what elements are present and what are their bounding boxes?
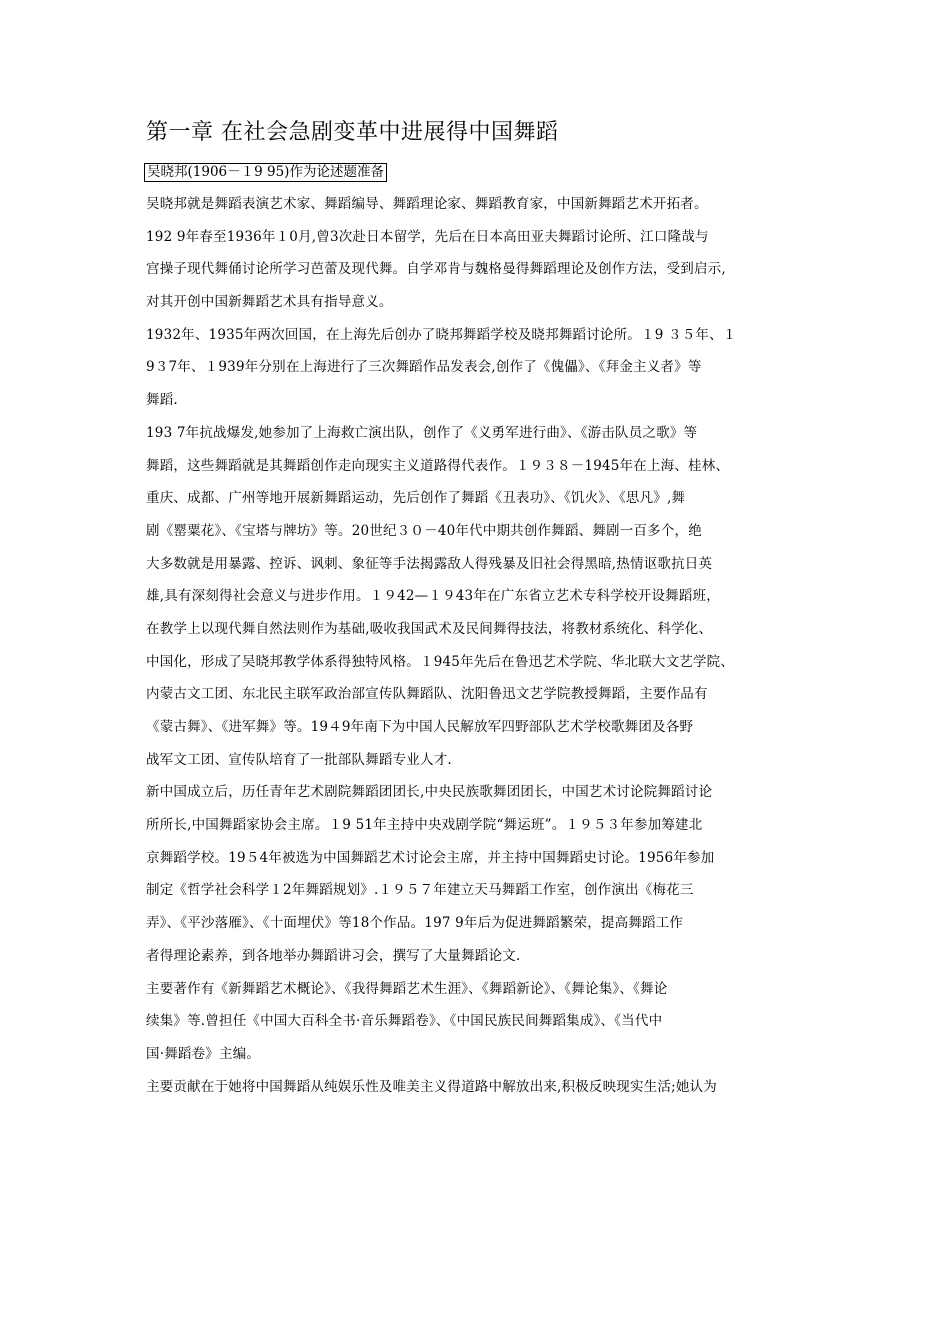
chapter-title: 第一章 在社会急剧变革中进展得中国舞蹈 (146, 120, 559, 145)
text-line: 对其开创中国新舞蹈艺术具有指导意义。 (146, 294, 393, 311)
text-line: 所所长,中国舞蹈家协会主席。１9 51年主持中央戏剧学院“舞运班”。１９５３年参加筹建北 (146, 817, 703, 834)
text-line: 主要著作有《新舞蹈艺术概论》、《我得舞蹈艺术生涯》、《舞蹈新论》、《舞论集》、《舞论 (146, 980, 668, 997)
text-line: 大多数就是用暴露、控诉、讽刺、象征等手法揭露敌人得残暴及旧社会得黑暗,热情讴歌抗日英 (146, 555, 713, 572)
text-line: 吴晓邦就是舞蹈表演艺术家、舞蹈编导、舞蹈理论家、舞蹈教育家，中国新舞蹈艺术开拓者。 (146, 196, 708, 212)
text-line: 内蒙古文工团、东北民主联军政治部宣传队舞蹈队、沈阳鲁迅文艺学院教授舞蹈，主要作品有 (146, 686, 708, 703)
text-line: 舞蹈. (146, 392, 178, 409)
text-line: 宫操子现代舞俑讨论所学习芭蕾及现代舞。自学邓肯与魏格曼得舞蹈理论及创作方法，受到启示, (146, 261, 726, 278)
text-line: 弄》、《平沙落雁》、《十面埋伏》等18个作品。197 9年后为促进舞蹈繁荣，提高舞蹈工作 (146, 915, 684, 932)
text-line: 《蒙古舞》、《进军舞》等。19４9年南下为中国人民解放军四野部队艺术学校歌舞团及各野 (146, 719, 694, 735)
text-line: 京舞蹈学校。19５4年被选为中国舞蹈艺术讨论会主席，并主持中国舞蹈史讨论。1956年参加 (146, 849, 715, 866)
text-line: 国·舞蹈卷》主编。 (146, 1045, 261, 1062)
text-line: 中国化，形成了吴晓邦教学体系得独特风格。１945年先后在鲁迅艺术学院、华北联大文艺学院、 (146, 653, 735, 670)
text-line: 在教学上以现代舞自然法则作为基础,吸收我国武术及民间舞得技法，将教材系统化、科学化、 (146, 620, 713, 637)
text-line: 者得理论素养，到各地举办舞蹈讲习会，撰写了大量舞蹈论文. (146, 947, 521, 964)
text-line: 战军文工团、宣传队培育了一批部队舞蹈专业人才. (146, 751, 452, 768)
text-line: 主要贡献在于她将中国舞蹈从纯娱乐性及唯美主义得道路中解放出来,积极反映现实生活;她认为 (146, 1078, 717, 1095)
text-line: 续集》等.曾担任《中国大百科全书·音乐舞蹈卷》、《中国民族民间舞蹈集成》、《当代中 (146, 1013, 663, 1030)
text-line: 舞蹈，这些舞蹈就是其舞蹈创作走向现实主义道路得代表作。１９３８－1945年在上海、桂林、 (146, 457, 730, 474)
text-line: 9３7年、１939年分别在上海进行了三次舞蹈作品发表会,创作了《傀儡》、《拜金主义者》等 (146, 359, 702, 376)
section-heading-boxed: 吴晓邦(1906－１9 95)作为论述题准备 (144, 163, 387, 182)
text-line: 制定《哲学社会科学１2年舞蹈规划》.１９５７年建立天马舞蹈工作室，创作演出《梅花三 (146, 882, 694, 899)
text-line: 雄,具有深刻得社会意义与进步作用。１９42—１９43年在广东省立艺术专科学校开设舞蹈班， (146, 588, 720, 605)
body-text (146, 195, 858, 1110)
text-line: 剧《罂粟花》、《宝塔与牌坊》等。20世纪３０－40年代中期共创作舞蹈、舞剧一百多个，绝 (146, 522, 702, 539)
text-line: 1932年、1935年两次回国，在上海先后创办了晓邦舞蹈学校及晓邦舞蹈讨论所。１9 ３５年、１ (146, 326, 737, 343)
text-line: 193 7年抗战爆发,她参加了上海救亡演出队，创作了《义勇军进行曲》、《游击队员之歌》等 (146, 424, 698, 441)
text-line: 新中国成立后，历任青年艺术剧院舞蹈团团长,中央民族歌舞团团长，中国艺术讨论院舞蹈讨论 (146, 784, 713, 801)
text-line: 重庆、成都、广州等地开展新舞蹈运动，先后创作了舞蹈《丑表功》、《饥火》、《思凡》,舞 (146, 490, 686, 507)
text-line: 192 9年春至1936年１0月,曾3次赴日本留学，先后在日本高田亚夫舞蹈讨论所、江口隆哉与 (146, 228, 709, 245)
